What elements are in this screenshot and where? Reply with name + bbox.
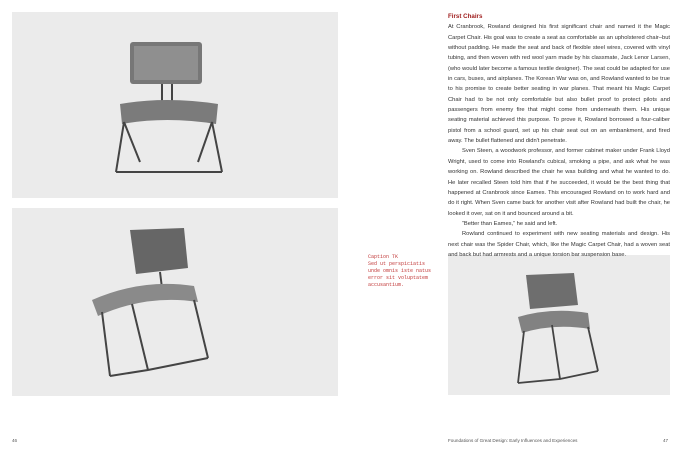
running-title: Foundations of Great Design: Early Influences and Experiences bbox=[448, 438, 578, 443]
caption-line: error sit voluptatem bbox=[368, 274, 429, 281]
right-page-number: 47 bbox=[663, 438, 669, 443]
caption-line: unde omnis iste natus bbox=[368, 267, 432, 274]
caption-line: accusantium. bbox=[368, 281, 405, 288]
photo-magic-carpet-chair-front bbox=[12, 12, 338, 198]
paragraph: At Cranbrook, Rowland designed his first significant chair and named it the Magic Carpet Chair. His goal was to create a seat as comfortable as an upholstered chair–but without padding. He made the seat and back of flexible steel wires, covered with vinyl tubing, and then woven with red wool yarn made by his classmate, Jack Lenor Larsen, (who would later become a famous textile designer). The seat could be adapted for use in cars, buses, and airplanes. The Korean War was on, and Rowland wanted to be true to his promise to create better seating in war planes. That meant his Magic Carpet Chair had to be not only comfortable but also bullet proof to protect pilots and passengers from enemy fire that might come from underneath them. His unique seating material achieved this purpose. To prove it, Rowland borrowed a four-caliber pistol from a school guard, set up his chair seat out on an embankment, and fired away. The bullet flattened and didn't penetrate. bbox=[448, 24, 670, 145]
left-page-number: 46 bbox=[12, 438, 18, 443]
chair-illustration bbox=[12, 208, 338, 396]
section-heading: First Chairs bbox=[448, 13, 483, 20]
caption-line: Sed ut perspiciatis bbox=[368, 260, 426, 267]
paragraph: “Better than Eames,” he said and left. bbox=[462, 220, 558, 227]
caption-line: Caption TK bbox=[368, 254, 399, 260]
paragraph: Sven Steen, a woodwork professor, and former cabinet maker under Frank Lloyd Wright, used to come into Rowland's cubical, smoking a pipe, and ask what he was working on. Rowland described the chair he was building and what he wanted to do. He later recalled Steen told him that if he succeeded, it would be the best thing that happened at Cranbrook since Eames. This encouraged Rowland on to work hard and do it right. When Sven came back for another visit after Rowland had built the chair, he looked it over, sat on it and bounced around a bit. bbox=[448, 148, 670, 217]
paragraph: Rowland continued to experiment with new seating materials and design. His next chair was the Spider Chair, which, like the Magic Carpet Chair, had a woven seat and back but had armrests and a unique torsion bar suspension base. bbox=[448, 231, 670, 258]
photo-magic-carpet-chair-angle bbox=[12, 208, 338, 396]
photo-caption bbox=[368, 254, 448, 289]
article-body bbox=[448, 12, 670, 260]
photo-chair-small bbox=[448, 255, 670, 395]
chair-illustration bbox=[448, 255, 670, 395]
chair-illustration bbox=[12, 12, 338, 198]
